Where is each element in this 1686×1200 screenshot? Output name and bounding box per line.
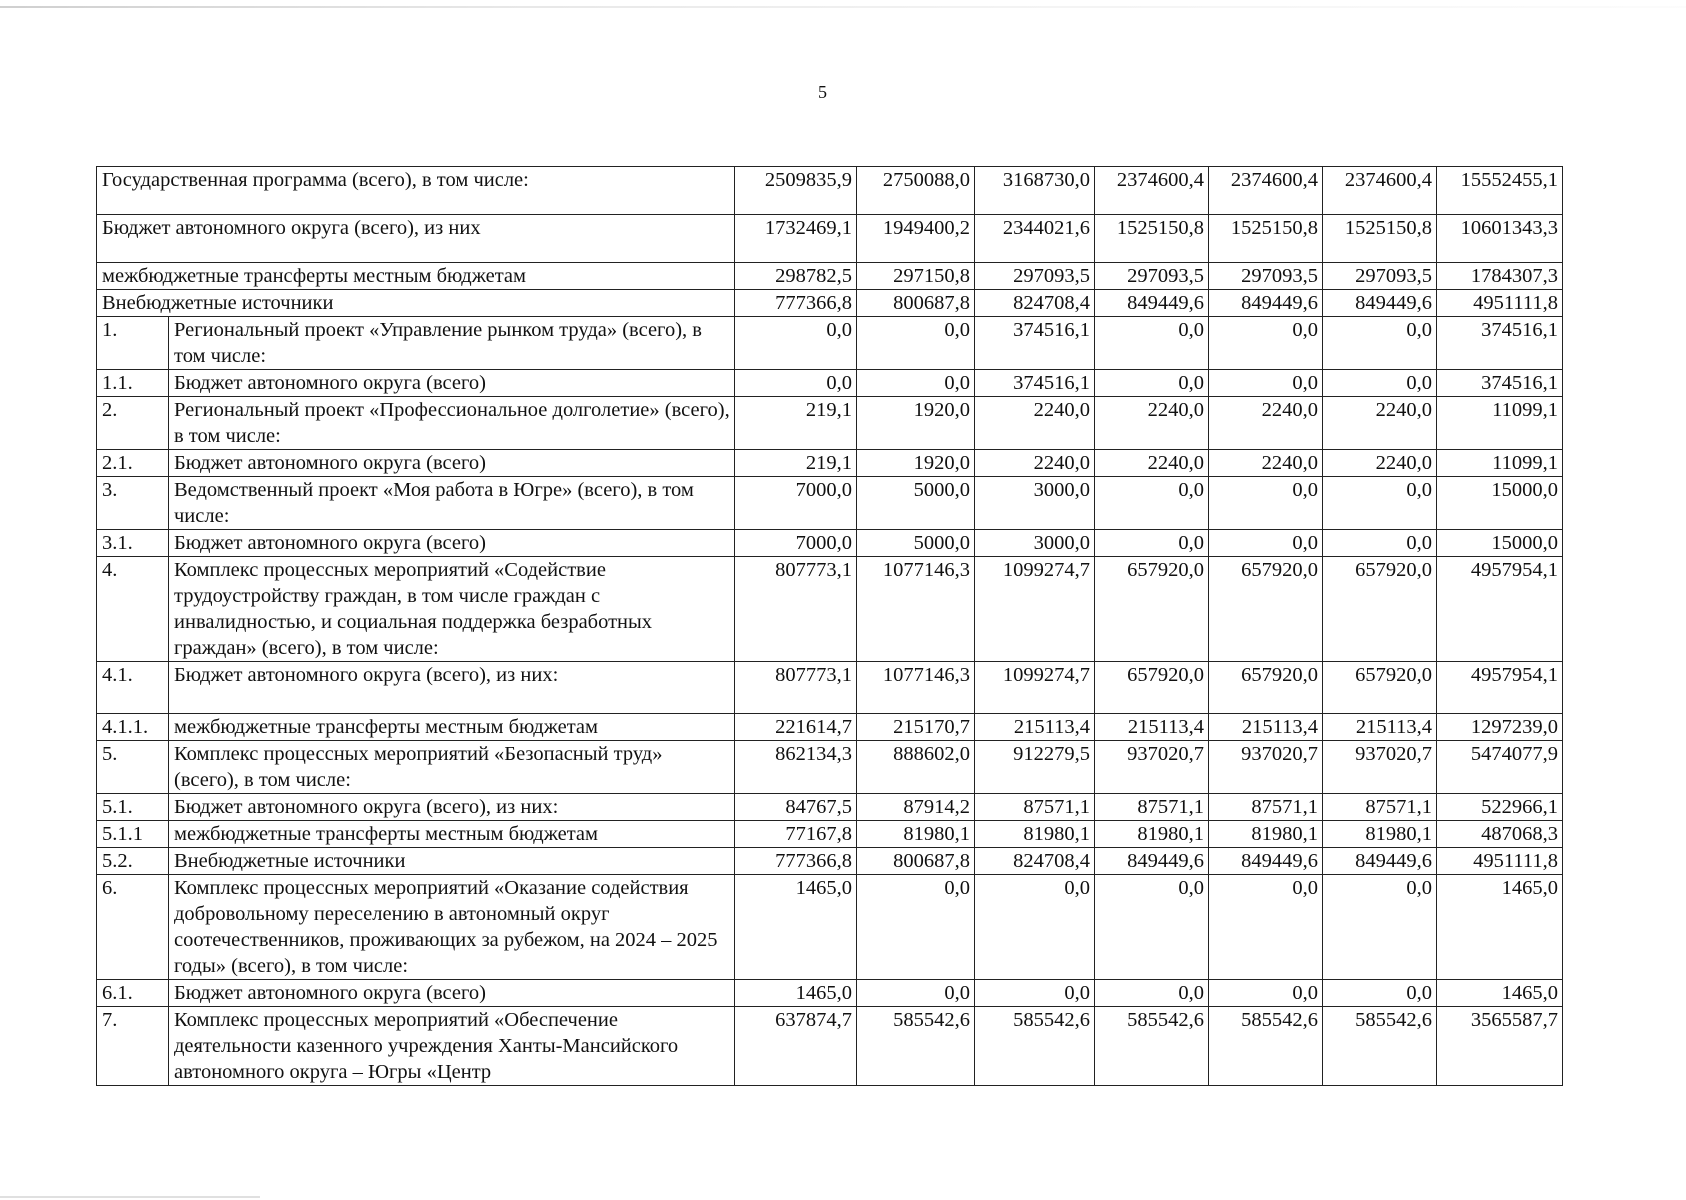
row-index: 5.2. [97, 848, 169, 875]
budget-table [96, 166, 1563, 1086]
row-label: Ведомственный проект «Моя работа в Югре» (всего), в том числе: [169, 477, 735, 530]
value-cell: 0,0 [1209, 370, 1323, 397]
value-cell: 2374600,4 [1095, 167, 1209, 215]
value-cell: 777366,8 [735, 290, 857, 317]
value-cell: 81980,1 [975, 821, 1095, 848]
row-label: Комплекс процессных мероприятий «Обеспечение деятельности казенного учреждения Ханты-Мансийского автономного округа – Югры «Центр [169, 1007, 735, 1086]
value-cell: 2240,0 [1095, 397, 1209, 450]
value-cell: 1784307,3 [1437, 263, 1563, 290]
row-label: Бюджет автономного округа (всего), из них [97, 215, 735, 263]
value-cell: 1099274,7 [975, 662, 1095, 714]
value-cell: 2374600,4 [1209, 167, 1323, 215]
row-index: 5.1. [97, 794, 169, 821]
row-index: 6. [97, 875, 169, 980]
row-index: 2. [97, 397, 169, 450]
value-cell: 298782,5 [735, 263, 857, 290]
value-cell: 1297239,0 [1437, 714, 1563, 741]
table-row [97, 530, 1563, 557]
row-label: межбюджетные трансферты местным бюджетам [97, 263, 735, 290]
row-label: межбюджетные трансферты местным бюджетам [169, 714, 735, 741]
value-cell: 0,0 [975, 980, 1095, 1007]
value-cell: 1077146,3 [857, 557, 975, 662]
value-cell: 0,0 [1095, 370, 1209, 397]
value-cell: 215113,4 [1209, 714, 1323, 741]
value-cell: 0,0 [1323, 477, 1437, 530]
table-row [97, 215, 1563, 263]
value-cell: 1465,0 [735, 980, 857, 1007]
value-cell: 0,0 [1323, 875, 1437, 980]
value-cell: 0,0 [1095, 317, 1209, 370]
table-row [97, 848, 1563, 875]
table-row [97, 450, 1563, 477]
value-cell: 937020,7 [1095, 741, 1209, 794]
value-cell: 585542,6 [1209, 1007, 1323, 1086]
value-cell: 1949400,2 [857, 215, 975, 263]
value-cell: 1525150,8 [1323, 215, 1437, 263]
value-cell: 1099274,7 [975, 557, 1095, 662]
value-cell: 657920,0 [1323, 557, 1437, 662]
value-cell: 585542,6 [857, 1007, 975, 1086]
value-cell: 374516,1 [975, 317, 1095, 370]
row-index: 2.1. [97, 450, 169, 477]
value-cell: 4951111,8 [1437, 848, 1563, 875]
value-cell: 0,0 [1209, 317, 1323, 370]
value-cell: 374516,1 [1437, 370, 1563, 397]
value-cell: 862134,3 [735, 741, 857, 794]
row-index: 5.1.1 [97, 821, 169, 848]
row-index: 1. [97, 317, 169, 370]
row-label: Бюджет автономного округа (всего) [169, 980, 735, 1007]
value-cell: 297093,5 [975, 263, 1095, 290]
value-cell: 2240,0 [1323, 397, 1437, 450]
value-cell: 0,0 [1323, 370, 1437, 397]
row-index: 3. [97, 477, 169, 530]
value-cell: 1920,0 [857, 450, 975, 477]
value-cell: 15000,0 [1437, 477, 1563, 530]
table-row [97, 263, 1563, 290]
table-row [97, 821, 1563, 848]
value-cell: 2240,0 [1209, 450, 1323, 477]
value-cell: 2240,0 [1095, 450, 1209, 477]
value-cell: 2240,0 [1323, 450, 1437, 477]
value-cell: 87571,1 [975, 794, 1095, 821]
row-index: 7. [97, 1007, 169, 1086]
value-cell: 219,1 [735, 450, 857, 477]
value-cell: 1525150,8 [1209, 215, 1323, 263]
value-cell: 2240,0 [975, 397, 1095, 450]
value-cell: 15000,0 [1437, 530, 1563, 557]
row-index: 5. [97, 741, 169, 794]
value-cell: 937020,7 [1323, 741, 1437, 794]
row-label: Бюджет автономного округа (всего) [169, 370, 735, 397]
value-cell: 0,0 [857, 875, 975, 980]
value-cell: 87571,1 [1095, 794, 1209, 821]
value-cell: 888602,0 [857, 741, 975, 794]
value-cell: 87571,1 [1209, 794, 1323, 821]
value-cell: 585542,6 [1095, 1007, 1209, 1086]
value-cell: 849449,6 [1323, 848, 1437, 875]
value-cell: 11099,1 [1437, 450, 1563, 477]
table-row [97, 370, 1563, 397]
row-label: Бюджет автономного округа (всего) [169, 450, 735, 477]
value-cell: 777366,8 [735, 848, 857, 875]
value-cell: 221614,7 [735, 714, 857, 741]
budget-table-body [97, 167, 1563, 1086]
value-cell: 2374600,4 [1323, 167, 1437, 215]
table-row [97, 477, 1563, 530]
table-row [97, 714, 1563, 741]
row-label: Государственная программа (всего), в том числе: [97, 167, 735, 215]
value-cell: 297150,8 [857, 263, 975, 290]
row-label: Региональный проект «Управление рынком труда» (всего), в том числе: [169, 317, 735, 370]
row-label: Региональный проект «Профессиональное долголетие» (всего), в том числе: [169, 397, 735, 450]
row-label: Бюджет автономного округа (всего) [169, 530, 735, 557]
value-cell: 0,0 [857, 370, 975, 397]
value-cell: 2240,0 [975, 450, 1095, 477]
scan-edge-top [0, 6, 1686, 8]
value-cell: 10601343,3 [1437, 215, 1563, 263]
value-cell: 297093,5 [1095, 263, 1209, 290]
value-cell: 0,0 [1095, 530, 1209, 557]
value-cell: 297093,5 [1323, 263, 1437, 290]
value-cell: 2344021,6 [975, 215, 1095, 263]
value-cell: 1525150,8 [1095, 215, 1209, 263]
row-label: межбюджетные трансферты местным бюджетам [169, 821, 735, 848]
value-cell: 657920,0 [1323, 662, 1437, 714]
value-cell: 585542,6 [1323, 1007, 1437, 1086]
table-row [97, 662, 1563, 714]
value-cell: 84767,5 [735, 794, 857, 821]
value-cell: 849449,6 [1209, 848, 1323, 875]
row-index: 4. [97, 557, 169, 662]
value-cell: 81980,1 [1209, 821, 1323, 848]
value-cell: 7000,0 [735, 477, 857, 530]
value-cell: 849449,6 [1323, 290, 1437, 317]
value-cell: 11099,1 [1437, 397, 1563, 450]
value-cell: 0,0 [857, 317, 975, 370]
table-row [97, 397, 1563, 450]
value-cell: 374516,1 [975, 370, 1095, 397]
value-cell: 807773,1 [735, 662, 857, 714]
row-index: 1.1. [97, 370, 169, 397]
value-cell: 637874,7 [735, 1007, 857, 1086]
value-cell: 15552455,1 [1437, 167, 1563, 215]
value-cell: 937020,7 [1209, 741, 1323, 794]
row-label: Комплекс процессных мероприятий «Оказание содействия добровольному переселению в автономный округ соотечественников, проживающих за рубежом, на 2024 – 2025 годы» (всего), в том числе: [169, 875, 735, 980]
value-cell: 0,0 [735, 317, 857, 370]
table-row [97, 290, 1563, 317]
table-row [97, 557, 1563, 662]
value-cell: 219,1 [735, 397, 857, 450]
value-cell: 81980,1 [1095, 821, 1209, 848]
table-row [97, 317, 1563, 370]
value-cell: 849449,6 [1209, 290, 1323, 317]
value-cell: 0,0 [857, 980, 975, 1007]
value-cell: 215113,4 [975, 714, 1095, 741]
value-cell: 3000,0 [975, 530, 1095, 557]
value-cell: 849449,6 [1095, 848, 1209, 875]
scan-edge-bottom [0, 1196, 260, 1198]
table-row [97, 167, 1563, 215]
value-cell: 522966,1 [1437, 794, 1563, 821]
value-cell: 7000,0 [735, 530, 857, 557]
value-cell: 800687,8 [857, 848, 975, 875]
value-cell: 657920,0 [1095, 557, 1209, 662]
value-cell: 81980,1 [1323, 821, 1437, 848]
value-cell: 4957954,1 [1437, 557, 1563, 662]
value-cell: 0,0 [975, 875, 1095, 980]
value-cell: 657920,0 [1095, 662, 1209, 714]
value-cell: 585542,6 [975, 1007, 1095, 1086]
value-cell: 0,0 [1209, 530, 1323, 557]
row-label: Комплекс процессных мероприятий «Содействие трудоустройству граждан, в том числе граждан с инвалидностью, и социальная поддержка безработных граждан» (всего), в том числе: [169, 557, 735, 662]
value-cell: 1920,0 [857, 397, 975, 450]
value-cell: 1465,0 [1437, 980, 1563, 1007]
row-index: 6.1. [97, 980, 169, 1007]
row-index: 3.1. [97, 530, 169, 557]
row-label: Бюджет автономного округа (всего), из них: [169, 794, 735, 821]
value-cell: 1732469,1 [735, 215, 857, 263]
value-cell: 849449,6 [1095, 290, 1209, 317]
value-cell: 1465,0 [1437, 875, 1563, 980]
page-number: 5 [818, 82, 827, 102]
value-cell: 657920,0 [1209, 557, 1323, 662]
table-row [97, 980, 1563, 1007]
value-cell: 0,0 [1209, 875, 1323, 980]
row-label: Внебюджетные источники [97, 290, 735, 317]
row-label: Внебюджетные источники [169, 848, 735, 875]
value-cell: 0,0 [735, 370, 857, 397]
value-cell: 3168730,0 [975, 167, 1095, 215]
value-cell: 5000,0 [857, 530, 975, 557]
value-cell: 0,0 [1323, 530, 1437, 557]
value-cell: 215170,7 [857, 714, 975, 741]
row-label: Комплекс процессных мероприятий «Безопасный труд» (всего), в том числе: [169, 741, 735, 794]
value-cell: 215113,4 [1095, 714, 1209, 741]
value-cell: 5474077,9 [1437, 741, 1563, 794]
value-cell: 87571,1 [1323, 794, 1437, 821]
value-cell: 5000,0 [857, 477, 975, 530]
value-cell: 2240,0 [1209, 397, 1323, 450]
value-cell: 4951111,8 [1437, 290, 1563, 317]
value-cell: 824708,4 [975, 290, 1095, 317]
value-cell: 3000,0 [975, 477, 1095, 530]
value-cell: 2750088,0 [857, 167, 975, 215]
value-cell: 807773,1 [735, 557, 857, 662]
table-row [97, 741, 1563, 794]
value-cell: 87914,2 [857, 794, 975, 821]
value-cell: 0,0 [1323, 980, 1437, 1007]
value-cell: 1077146,3 [857, 662, 975, 714]
value-cell: 800687,8 [857, 290, 975, 317]
value-cell: 215113,4 [1323, 714, 1437, 741]
table-row [97, 1007, 1563, 1086]
value-cell: 0,0 [1095, 477, 1209, 530]
value-cell: 297093,5 [1209, 263, 1323, 290]
row-index: 4.1. [97, 662, 169, 714]
value-cell: 374516,1 [1437, 317, 1563, 370]
value-cell: 2509835,9 [735, 167, 857, 215]
value-cell: 0,0 [1095, 875, 1209, 980]
value-cell: 657920,0 [1209, 662, 1323, 714]
row-label: Бюджет автономного округа (всего), из них: [169, 662, 735, 714]
value-cell: 0,0 [1209, 477, 1323, 530]
value-cell: 77167,8 [735, 821, 857, 848]
value-cell: 3565587,7 [1437, 1007, 1563, 1086]
table-row [97, 875, 1563, 980]
value-cell: 81980,1 [857, 821, 975, 848]
value-cell: 912279,5 [975, 741, 1095, 794]
value-cell: 487068,3 [1437, 821, 1563, 848]
value-cell: 824708,4 [975, 848, 1095, 875]
value-cell: 0,0 [1209, 980, 1323, 1007]
value-cell: 4957954,1 [1437, 662, 1563, 714]
table-row [97, 794, 1563, 821]
value-cell: 0,0 [1323, 317, 1437, 370]
value-cell: 1465,0 [735, 875, 857, 980]
row-index: 4.1.1. [97, 714, 169, 741]
value-cell: 0,0 [1095, 980, 1209, 1007]
